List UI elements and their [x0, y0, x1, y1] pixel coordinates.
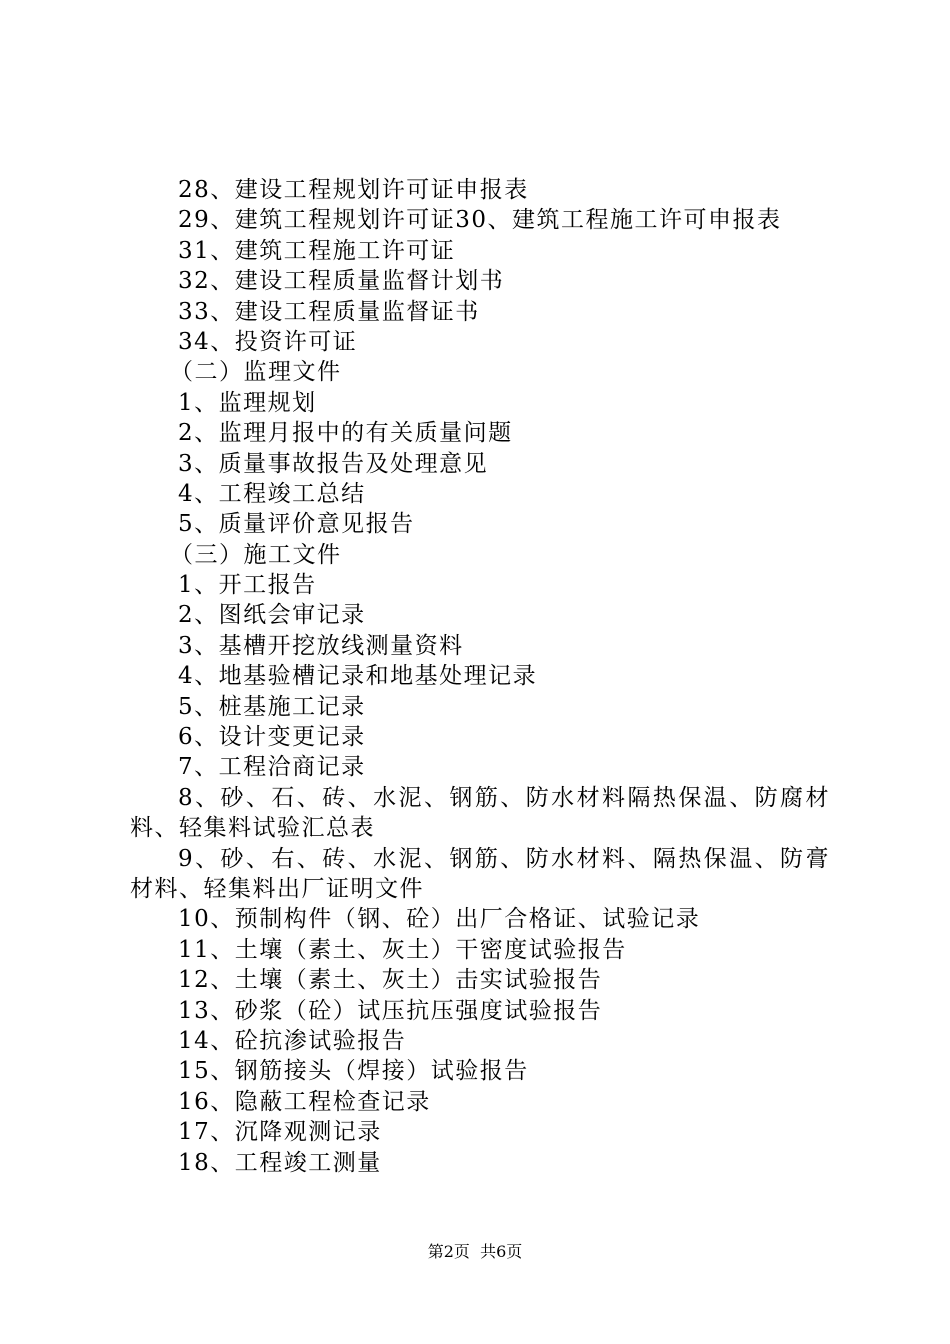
- list-item: 15、钢筋接头（焊接）试验报告: [178, 1058, 529, 1085]
- list-item: 5、质量评价意见报告: [178, 511, 415, 538]
- list-item: 3、质量事故报告及处理意见: [178, 450, 489, 477]
- page-footer: 第2页 共6页: [427, 1242, 523, 1261]
- list-item: 18、工程竣工测量: [178, 1149, 382, 1176]
- list-item: 13、砂浆（砼）试压抗压强度试验报告: [178, 997, 603, 1024]
- list-item: 28、建设工程规划许可证申报表: [178, 177, 529, 203]
- list-item: 8、砂、石、砖、水泥、钢筋、防水材料隔热保温、防腐材料、轻集料试验汇总表: [130, 784, 830, 842]
- list-item: 6、设计变更记录: [178, 724, 366, 751]
- list-item: 33、建设工程质量监督证书: [178, 298, 480, 325]
- list-item: 4、地基验槽记录和地基处理记录: [178, 663, 538, 690]
- list-item: 5、桩基施工记录: [178, 693, 366, 720]
- list-item: 17、沉降观测记录: [178, 1119, 382, 1146]
- list-item: 3、基槽开挖放线测量资料: [178, 632, 464, 659]
- list-item: 1、监理规划: [178, 389, 317, 416]
- list-item: 16、隐蔽工程检查记录: [178, 1088, 431, 1115]
- list-item: 12、土壤（素土、灰土）击实试验报告: [178, 967, 603, 994]
- document-body: [130, 175, 830, 1178]
- section-heading: （三）施工文件: [170, 541, 342, 568]
- section-heading: （二）监理文件: [170, 359, 342, 386]
- list-item: 10、预制构件（钢、砼）出厂合格证、试验记录: [178, 906, 701, 933]
- list-item: 7、工程洽商记录: [178, 754, 366, 781]
- list-item: 32、建设工程质量监督计划书: [178, 268, 505, 295]
- list-item: 9、砂、右、砖、水泥、钢筋、防水材料、隔热保温、防膏材料、轻集料出厂证明文件: [130, 845, 830, 903]
- list-item: 11、土壤（素土、灰土）干密度试验报告: [178, 936, 627, 963]
- list-item: 2、图纸会审记录: [178, 602, 366, 629]
- list-item: 34、投资许可证: [178, 328, 358, 355]
- list-item: 14、砼抗渗试验报告: [178, 1028, 407, 1054]
- list-item: 31、建筑工程施工许可证: [178, 237, 456, 264]
- list-item: 2、监理月报中的有关质量问题: [178, 420, 513, 447]
- list-item: 1、开工报告: [178, 572, 317, 599]
- list-item: 29、建筑工程规划许可证30、建筑工程施工许可申报表: [178, 207, 782, 234]
- list-item: 4、工程竣工总结: [178, 480, 366, 507]
